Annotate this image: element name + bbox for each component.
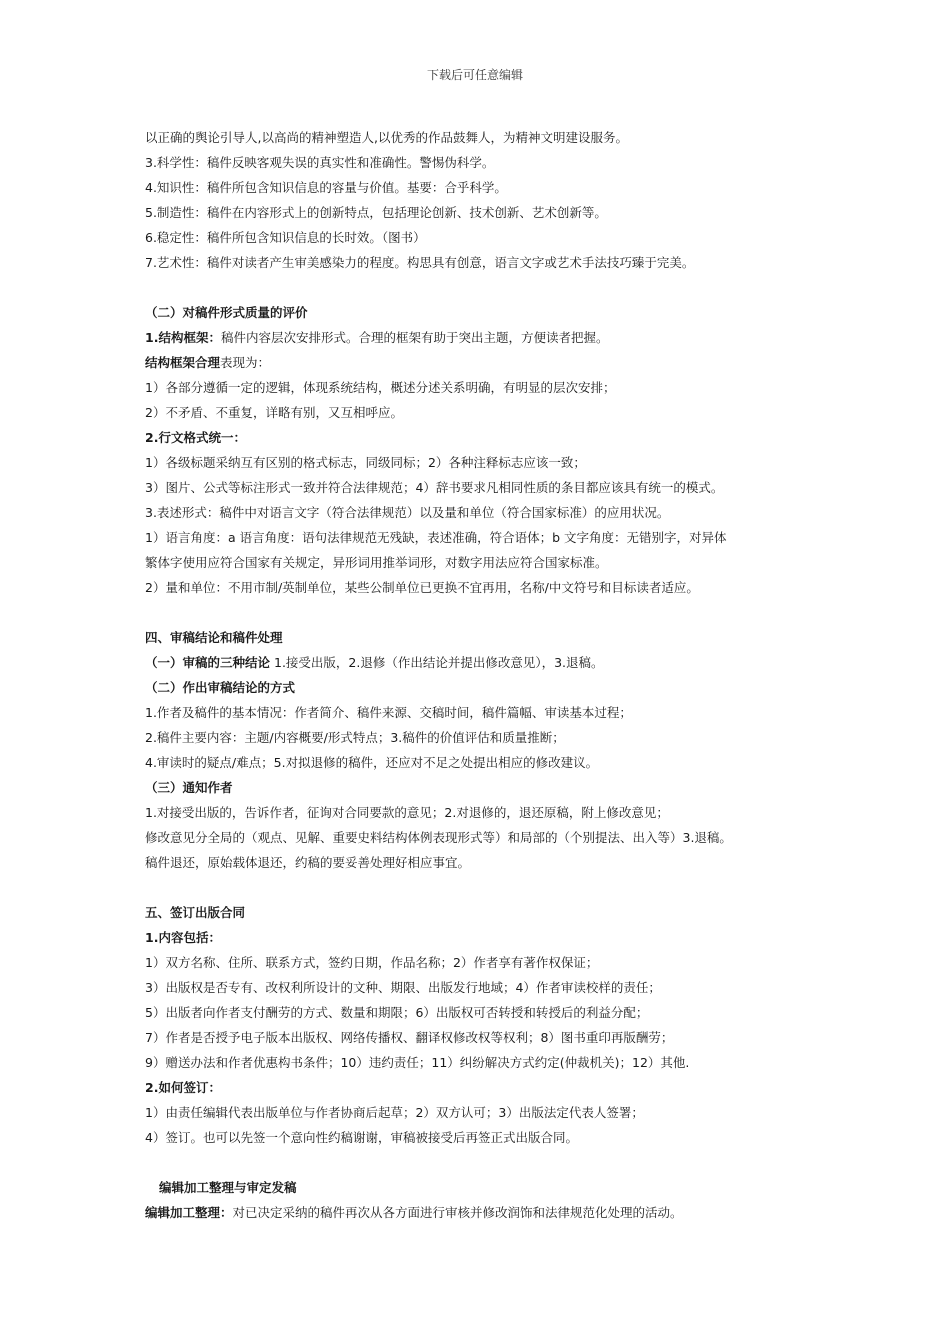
- text-line: [145, 225, 845, 250]
- text-line: [145, 825, 845, 850]
- line-text: 4.审读时的疑点/难点；5.对拟退修的稿件，还应对不足之处提出相应的修改建议。: [145, 755, 599, 770]
- line-text: 3）图片、公式等标注形式一致并符合法律规范；4）辞书要求凡相同性质的条目都应该具有统一的模式。: [145, 480, 724, 495]
- paragraph-gap: [145, 875, 845, 900]
- line-text: 7.艺术性：稿件对读者产生审美感染力的程度。构思具有创意，语言文字或艺术手法技巧臻于完美。: [145, 255, 695, 270]
- line-text: 表现为：: [220, 355, 271, 370]
- line-text: 5）出版者向作者支付酬劳的方式、数量和期限；6）出版权可否转授和转授后的利益分配；: [145, 1005, 649, 1020]
- bold-label: 四、审稿结论和稿件处理: [145, 630, 283, 645]
- text-line: [145, 575, 845, 600]
- section-heading: [145, 775, 845, 800]
- line-text: 2）不矛盾、不重复，详略有别，又互相呼应。: [145, 405, 403, 420]
- text-line: [145, 500, 845, 525]
- bold-label: （一）审稿的三种结论: [145, 655, 271, 670]
- bold-label: 2.如何签订：: [145, 1080, 221, 1095]
- bold-label: （三）通知作者: [145, 780, 233, 795]
- document-body: [145, 125, 845, 1225]
- section-heading: [145, 300, 845, 325]
- text-line: [145, 850, 845, 875]
- line-text: 6.稳定性：稿件所包含知识信息的长时效。（图书）: [145, 230, 426, 245]
- text-line: [145, 175, 845, 200]
- line-text: 3.表述形式：稿件中对语言文字（符合法律规范）以及量和单位（符合国家标准）的应用状况。: [145, 505, 670, 520]
- text-line: [145, 250, 845, 275]
- bold-label: 1.结构框架：: [145, 330, 221, 345]
- text-line: [145, 725, 845, 750]
- text-line: [145, 800, 845, 825]
- text-line: [145, 450, 845, 475]
- line-text: 稿件退还，原始载体退还，约稿的要妥善处理好相应事宜。: [145, 855, 471, 870]
- bold-label: 编辑加工整理与审定发稿: [159, 1180, 297, 1195]
- section-heading: [145, 625, 845, 650]
- line-text: 4.知识性：稿件所包含知识信息的容量与价值。基要：合乎科学。: [145, 180, 507, 195]
- line-text: 1.接受出版，2.退修（作出结论并提出修改意见），3.退稿。: [270, 655, 604, 670]
- text-line: [145, 550, 845, 575]
- text-line: [145, 400, 845, 425]
- text-line: [145, 1050, 845, 1075]
- line-text: 1）双方名称、住所、联系方式，签约日期，作品名称；2）作者享有著作权保证；: [145, 955, 599, 970]
- line-text: 以正确的舆论引导人,以高尚的精神塑造人,以优秀的作品鼓舞人，为精神文明建设服务。: [145, 130, 628, 145]
- section-heading: [145, 900, 845, 925]
- line-text: 2.稿件主要内容：主题/内容概要/形式特点；3.稿件的价值评估和质量推断；: [145, 730, 565, 745]
- line-text: 1.对接受出版的，告诉作者，征询对合同要款的意见；2.对退修的，退还原稿，附上修改意见；: [145, 805, 669, 820]
- line-text: 对已决定采纳的稿件再次从各方面进行审核并修改润饰和法律规范化处理的活动。: [232, 1205, 683, 1220]
- line-text: 1）各部分遵循一定的逻辑，体现系统结构，概述分述关系明确，有明显的层次安排；: [145, 380, 616, 395]
- text-line: [145, 1000, 845, 1025]
- section-heading: [145, 1075, 845, 1100]
- bold-label: 编辑加工整理：: [145, 1205, 233, 1220]
- paragraph-gap: [145, 1150, 845, 1175]
- line-text: 1）各级标题采纳互有区别的格式标志，同级同标；2）各种注释标志应该一致；: [145, 455, 586, 470]
- bold-label: 结构框架合理: [145, 355, 221, 370]
- text-line: [145, 950, 845, 975]
- bold-label: 五、签订出版合同: [145, 905, 246, 920]
- section-heading: [145, 925, 845, 950]
- line-text: 3）出版权是否专有、改权利所设计的文种、期限、出版发行地域；4）作者审读校样的责任；: [145, 980, 661, 995]
- section-heading: [145, 425, 845, 450]
- text-line: [145, 1025, 845, 1050]
- text-line: [145, 200, 845, 225]
- text-line: [145, 1200, 845, 1225]
- line-text: 稿件内容层次安排形式。合理的框架有助于突出主题，方便读者把握。: [220, 330, 609, 345]
- text-line: [145, 700, 845, 725]
- section-heading: [145, 1175, 845, 1200]
- line-text: 1.作者及稿件的基本情况：作者简介、稿件来源、交稿时间，稿件篇幅、审读基本过程；: [145, 705, 632, 720]
- line-text: 4）签订。也可以先签一个意向性约稿谢谢，审稿被接受后再签正式出版合同。: [145, 1130, 578, 1145]
- text-line: [145, 475, 845, 500]
- line-text: 9）赠送办法和作者优惠构书条件；10）违约责任；11）纠纷解决方式约定(仲裁机关)；12）其他.: [145, 1055, 690, 1070]
- bold-label: 2.行文格式统一：: [145, 430, 246, 445]
- line-text: 1）语言角度：a 语言角度：语句法律规范无残缺，表述准确，符合语体；b 文字角度：无错别字，对异体: [145, 530, 727, 545]
- line-text: 1）由责任编辑代表出版单位与作者协商后起草；2）双方认可；3）出版法定代表人签署；: [145, 1105, 644, 1120]
- line-text: 繁体字使用应符合国家有关规定，异形词用推举词形，对数字用法应符合国家标准。: [145, 555, 608, 570]
- text-line: [145, 350, 845, 375]
- text-line: [145, 1125, 845, 1150]
- bold-label: （二）作出审稿结论的方式: [145, 680, 296, 695]
- paragraph-gap: [145, 600, 845, 625]
- text-line: [145, 650, 845, 675]
- text-line: [145, 750, 845, 775]
- line-text: 修改意见分全局的（观点、见解、重要史料结构体例表现形式等）和局部的（个别提法、出入等）3.退稿。: [145, 830, 732, 845]
- text-line: [145, 325, 845, 350]
- bold-label: 1.内容包括：: [145, 930, 221, 945]
- line-text: 7）作者是否授予电子版本出版权、网络传播权、翻译权修改权等权利；8）图书重印再版酬劳；: [145, 1030, 674, 1045]
- text-line: [145, 525, 845, 550]
- text-line: [145, 1100, 845, 1125]
- page-header: 下载后可任意编辑: [426, 68, 523, 82]
- section-heading: [145, 675, 845, 700]
- text-line: [145, 375, 845, 400]
- text-line: [145, 975, 845, 1000]
- line-text: 2）量和单位：不用市制/英制单位，某些公制单位已更换不宜再用，名称/中文符号和目标读者适应。: [145, 580, 699, 595]
- bold-label: （二）对稿件形式质量的评价: [145, 305, 308, 320]
- paragraph-gap: [145, 275, 845, 300]
- line-text: 5.制造性：稿件在内容形式上的创新特点，包括理论创新、技术创新、艺术创新等。: [145, 205, 607, 220]
- text-line: [145, 125, 845, 150]
- text-line: [145, 150, 845, 175]
- line-text: 3.科学性：稿件反映客观失误的真实性和准确性。警惕伪科学。: [145, 155, 495, 170]
